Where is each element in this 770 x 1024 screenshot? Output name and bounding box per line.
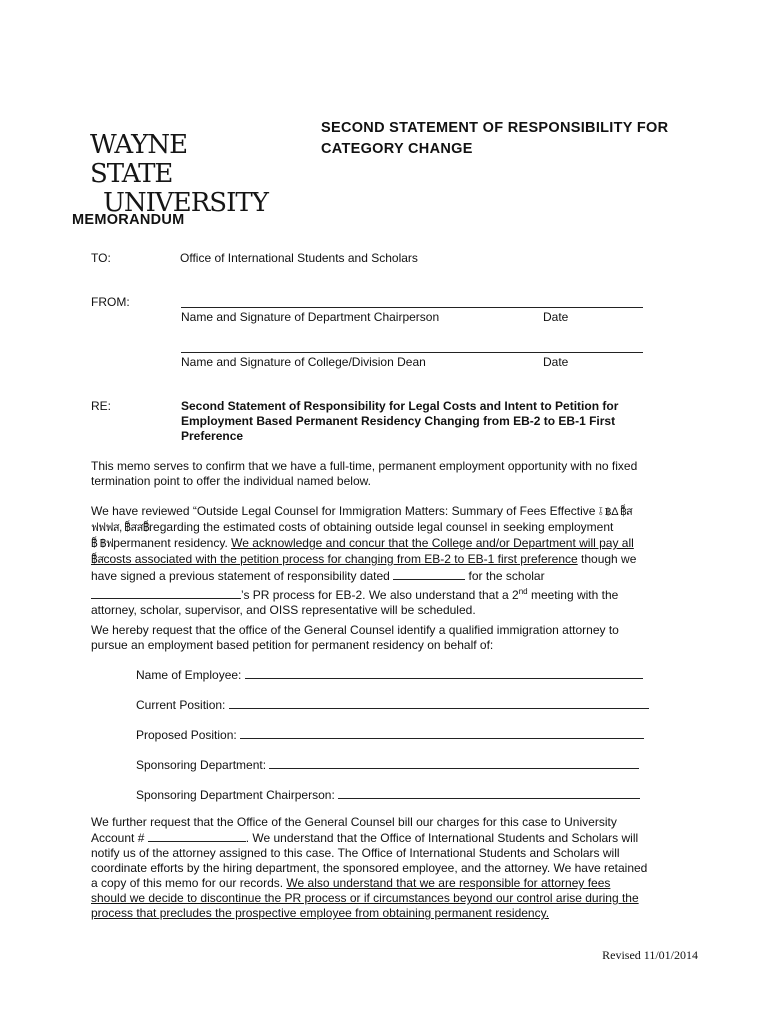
para2-l2-text: regarding the estimated costs of obtaining outside legal counsel in seeking employment: [149, 520, 614, 534]
garbled-glyphs-3: ฿็ ฿ฟ: [91, 538, 114, 550]
chairperson-date-caption: Date: [543, 310, 569, 324]
chairperson-signature-caption: Name and Signature of Department Chairperson: [181, 310, 440, 324]
field-label: Sponsoring Department Chairperson:: [136, 788, 335, 802]
scholar-name-blank[interactable]: [91, 587, 241, 599]
re-line3: Preference: [181, 429, 244, 443]
field-sponsoring-department: [136, 757, 639, 772]
re-line1: Second Statement of Responsibility for Legal Costs and Intent to Petition for: [181, 399, 619, 413]
re-subject: [181, 399, 618, 444]
para4-line5a: a copy of this memo for our records.: [91, 876, 284, 890]
university-logo: [90, 130, 268, 218]
employee-name-input[interactable]: [245, 667, 643, 679]
garbled-date-glyphs: ⫱ ฿Δ ฿็ส: [598, 506, 633, 518]
para2-l3-underlined: We acknowledge and concur that the College and/or Department will pay all: [231, 536, 634, 550]
garbled-date-glyphs-2: ฟฟฟส, ฿็สส฿็: [91, 522, 150, 534]
field-department-chairperson: [136, 787, 640, 802]
dean-date-caption: Date: [543, 355, 569, 369]
to-label: TO:: [91, 251, 111, 265]
field-label: Sponsoring Department:: [136, 758, 267, 772]
paragraph-request: [91, 623, 619, 653]
field-proposed-position: [136, 727, 644, 742]
para4-line5b: We also understand that we are responsible for attorney fees: [286, 876, 611, 890]
para4-line6: should we decide to discontinue the PR process or if circumstances beyond our control arise during the: [91, 891, 639, 905]
para1-line1: This memo serves to confirm that we have a full-time, permanent employment opportunity with no fixed: [91, 459, 638, 473]
logo-line1: WAYNE STATE: [90, 130, 188, 189]
para2-l1-text: We have reviewed “Outside Legal Counsel for Immigration Matters: Summary of Fees Effective: [91, 504, 596, 518]
document-title: [321, 118, 668, 160]
para2-l5-text: have signed a previous statement of responsibility dated: [91, 569, 390, 583]
para2-l6-text: ’s PR process for EB-2. We also understand that a 2: [241, 588, 519, 602]
sponsoring-department-input[interactable]: [269, 757, 639, 769]
para4-line3: notify us of the attorney assigned to this case. The Office of International Students and Scholars will: [91, 846, 620, 860]
para2-l4-underlined: costs associated with the petition process for changing from EB-2 to EB-1 first preference: [103, 552, 578, 566]
re-label: RE:: [91, 399, 112, 413]
para2-l3-text: permanent residency.: [113, 536, 228, 550]
para3-line1: We hereby request that the office of the General Counsel identify a qualified immigration attorney to: [91, 623, 619, 637]
para2-l7-text: attorney, scholar, supervisor, and OISS representative will be scheduled.: [91, 603, 476, 617]
paragraph-confirmation: [91, 459, 637, 489]
revision-date: Revised 11/01/2014: [602, 948, 698, 962]
para2-l6-sup: nd: [518, 587, 528, 596]
chairperson-signature-line[interactable]: [181, 306, 643, 308]
para4-line2a: Account #: [91, 831, 145, 845]
para2-l6-text2: meeting with the: [530, 588, 619, 602]
statement-date-blank[interactable]: [393, 568, 465, 580]
para2-l4-text: though we: [581, 552, 637, 566]
university-account-input[interactable]: [148, 830, 246, 842]
paragraph-billing: [91, 815, 647, 921]
dean-signature-caption: Name and Signature of College/Division Dean: [181, 355, 426, 369]
title-line2: CATEGORY CHANGE: [321, 141, 473, 157]
para2-l5-text2: for the scholar: [468, 569, 545, 583]
to-value: Office of International Students and Scholars: [180, 251, 418, 265]
field-label: Proposed Position:: [136, 728, 237, 742]
para4-line1: We further request that the Office of the General Counsel bill our charges for this case to University: [91, 815, 617, 829]
memorandum-heading: MEMORANDUM: [72, 212, 185, 228]
dean-signature-line[interactable]: [181, 351, 643, 353]
field-label: Current Position:: [136, 698, 226, 712]
para4-line7: process that precludes the prospective employee from obtaining permanent residency.: [91, 906, 550, 920]
field-employee-name: [136, 667, 643, 682]
garbled-glyphs-4: ฿็ส: [91, 554, 104, 566]
logo-line2: UNIVERSITY: [103, 188, 268, 218]
para3-line2: pursue an employment based petition for permanent residency on behalf of:: [91, 638, 494, 652]
department-chairperson-input[interactable]: [338, 787, 640, 799]
re-line2: Employment Based Permanent Residency Changing from EB-2 to EB-1 First: [181, 414, 616, 428]
field-current-position: [136, 697, 649, 712]
para1-line2: termination point to offer the individual named below.: [91, 474, 371, 488]
para4-line4: coordinate efforts by the hiring department, the sponsored employee, and the attorney. We have retained: [91, 861, 648, 875]
paragraph-legal-costs: [91, 504, 636, 618]
para4-line2b: . We understand that the Office of International Students and Scholars will: [245, 831, 639, 845]
from-label: FROM:: [91, 295, 130, 309]
current-position-input[interactable]: [229, 697, 649, 709]
proposed-position-input[interactable]: [240, 727, 644, 739]
title-line1: SECOND STATEMENT OF RESPONSIBILITY FOR: [321, 120, 669, 136]
field-label: Name of Employee:: [136, 668, 242, 682]
